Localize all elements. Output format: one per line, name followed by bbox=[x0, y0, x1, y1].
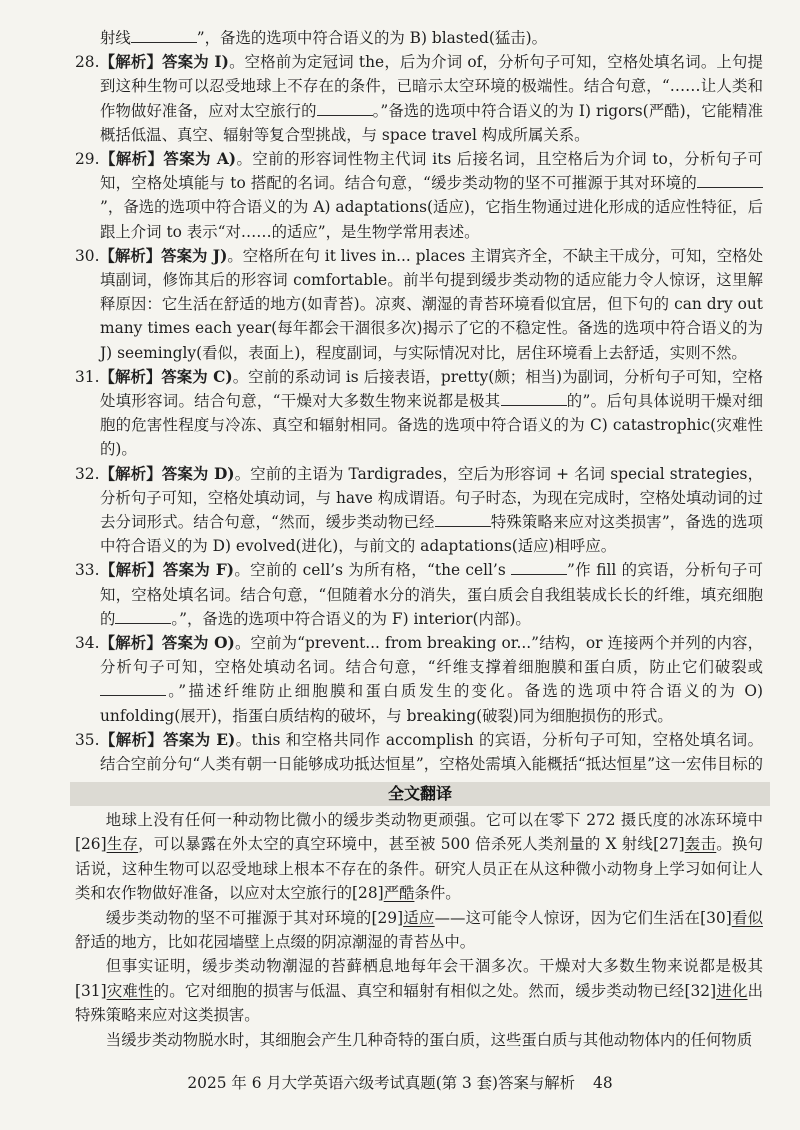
full-translation-section bbox=[75, 808, 763, 1060]
fill-blank bbox=[100, 681, 166, 696]
fill-blank bbox=[697, 173, 763, 188]
answer-key: 答案为 O) bbox=[161, 634, 235, 653]
analysis-text: 。空格前为定冠词 the，后为介词 of，分析句子可知，空格处填名词。上句提到这种生物可以忍受地球上不存在的条件，已暗示太空环境的极端性。结合句意，“……让人类和作物做好准备，应对太空旅行的 bbox=[100, 53, 763, 120]
analysis-item-30 bbox=[75, 244, 763, 365]
answer-key: 答案为 C) bbox=[161, 367, 233, 386]
analysis-label: 【解析】 bbox=[99, 53, 163, 72]
answer-key: 答案为 E) bbox=[163, 730, 236, 749]
paragraph-text: 出特殊策略来应对这类损害。 bbox=[75, 981, 763, 1025]
translation-paragraph bbox=[75, 1028, 763, 1052]
analysis-item-32 bbox=[75, 462, 763, 559]
analysis-label: 【解析】 bbox=[99, 561, 163, 580]
answer-word: 生存 bbox=[106, 835, 139, 854]
paragraph-text: ——这可能令人惊讶，因为它们生活在 bbox=[434, 908, 701, 927]
item-number: 31. bbox=[75, 367, 100, 386]
paragraph-text: 当缓步类动物脱水时，其细胞会产生几种奇特的蛋白质，这些蛋白质与其他动物体内的任何物质 bbox=[105, 1030, 753, 1049]
analysis-text: 。空前的主语为 Tardigrades，空后为形容词 + 名词 special strategies，分析句子可知，空格处填动词，与 have 构成谓语。句子时态，为现在完成时，空格处填动词的过去分词形式。结合句意，“然而，缓步类动物已经 bbox=[100, 464, 763, 532]
analysis-item-35 bbox=[75, 728, 763, 778]
paragraph-text: ，可以暴露在外太空的真空环境中，甚至被 500 倍杀死人类剂量的 X 射线 bbox=[138, 835, 654, 854]
analysis-item-28 bbox=[75, 50, 763, 147]
analysis-text: 。空前为“prevent... from breaking or...”结构，or 连接两个并列的内容，分析句子可知，空格处填动名词。结合句意，“纤维支撑着细胞膜和蛋白质，防止它们破裂或 bbox=[100, 634, 763, 677]
analysis-label: 【解析】 bbox=[99, 464, 162, 483]
fill-blank bbox=[501, 391, 567, 406]
translation-paragraph bbox=[75, 808, 763, 906]
item-number: 35. bbox=[75, 730, 100, 749]
analysis-item-27-continued bbox=[75, 26, 763, 50]
analysis-text: 。this 和空格共同作 accomplish 的宾语，分析句子可知，空格处填名词。结合空前分句“人类有朝一日能够成功抵达恒星”，空格处需填入能概括“抵达恒星”这一宏伟目标的 bbox=[100, 730, 763, 774]
answer-key: 答案为 J) bbox=[161, 246, 228, 265]
analysis-text: 。空前的 cell’s 为所有格，“the cell’s bbox=[234, 561, 511, 580]
page-number: 48 bbox=[593, 1074, 613, 1092]
paragraph-text: 舒适的地方，比如花园墙壁上点缀的阴凉潮湿的青苔丛中。 bbox=[75, 933, 476, 952]
item-number: 30. bbox=[75, 246, 100, 265]
blank-number: [32] bbox=[684, 981, 717, 1000]
analysis-text: 。”描述纤维防止细胞膜和蛋白质发生的变化。备选的选项中符合语义的为 O) unfolding(展开)，指蛋白质结构的破坏，与 breaking(破裂)同为细胞损伤的形式。 bbox=[100, 682, 763, 725]
paragraph-text: 的。它对细胞的损害与低温、真空和辐射有相似之处。然而，缓步类动物已经 bbox=[153, 981, 685, 1000]
analysis-text: 。空格所在句 it lives in... places 主谓宾齐全，不缺主干成分，可知，空格处填副词，修饰其后的形容词 comfortable。前半句提到缓步类动物的适应能力令人惊讶，这里解释原因：它生活在舒适的地方(如青苔)。凉爽、潮湿的青苔环境看似宜居，但下句的 can dry out many times each year(每年都会干涸很多次)揭示了它的不稳定性。备选的选项中符合语义的为 J) seemingly(看似，表面上)，程度副词，与实际情况对比，居住环境看上去舒适，实则不然。 bbox=[100, 246, 763, 362]
analysis-text: 。空前的形容词性物主代词 its 后接名词，且空格后为介词 to，分析句子可知，空格处填能与 to 搭配的名词。结合句意，“缓步类动物的坚不可摧源于其对环境的 bbox=[100, 150, 763, 193]
section-heading-band bbox=[70, 782, 770, 806]
section-title: 全文翻译 bbox=[387, 784, 452, 803]
blank-number: [31] bbox=[75, 981, 107, 1000]
analysis-item-33 bbox=[75, 558, 763, 631]
analysis-label: 【解析】 bbox=[99, 367, 162, 386]
fill-blank bbox=[435, 512, 491, 527]
paragraph-text: 地球上没有任何一种动物比微小的缓步类动物更顽强。它可以在零下 272 摄氏度的冰冻环境中 bbox=[105, 811, 763, 829]
blank-number: [29] bbox=[371, 908, 404, 927]
answer-word: 轰击 bbox=[684, 835, 717, 854]
footer-title: 2025 年 6 月大学英语六级考试真题(第 3 套)答案与解析 bbox=[187, 1074, 576, 1092]
fill-blank bbox=[511, 560, 567, 575]
analysis-label: 【解析】 bbox=[99, 730, 164, 749]
answer-word: 适应 bbox=[403, 908, 435, 927]
analysis-text: 的”。后句具体说明干燥对细胞的危害性程度与冷冻、真空和辐射相同。备选的选项中符合语义的为 C) catastrophic(灾难性的)。 bbox=[100, 392, 763, 459]
analysis-text: ”，备选的选项中符合语义的为 B) blasted(猛击)。 bbox=[196, 29, 548, 47]
paragraph-text: 但事实证明，缓步类动物潮湿的苔藓栖息地每年会干涸多次。干燥对大多数生物来说都是极其 bbox=[105, 957, 763, 976]
analysis-text: 射线 bbox=[100, 29, 131, 47]
fill-blank bbox=[115, 609, 171, 624]
page-footer bbox=[0, 1071, 800, 1095]
answer-analysis-section bbox=[75, 26, 763, 778]
analysis-text: 特殊策略来应对这类损害”，备选的选项中符合语义的为 D) evolved(进化)，与前文的 adaptations(适应)相呼应。 bbox=[100, 513, 763, 556]
fill-blank bbox=[317, 101, 373, 116]
analysis-text: 。空前的系动词 is 后接表语，pretty(颇；相当)为副词，分析句子可知，空格处填形容词。结合句意，“干燥对大多数生物来说都是极其 bbox=[100, 367, 763, 411]
analysis-item-34 bbox=[75, 631, 763, 728]
analysis-label: 【解析】 bbox=[99, 150, 164, 169]
analysis-text: 。”，备选的选项中符合语义的为 F) interior(内部)。 bbox=[171, 609, 531, 628]
analysis-text: ”作 fill 的宾语，分析句子可知，空格处填名词。结合句意，“但随着水分的消失，蛋白质会自我组装成长长的纤维，填充细胞的 bbox=[100, 561, 763, 628]
answer-key: 答案为 I) bbox=[162, 53, 229, 72]
analysis-text: 。”备选的选项中符合语义的为 I) rigors(严酷)，它能精准概括低温、真空、辐射等复合型挑战，与 space travel 构成所属关系。 bbox=[100, 101, 763, 144]
item-number: 32. bbox=[75, 464, 100, 483]
analysis-text: ”，备选的选项中符合语义的为 A) adaptations(适应)，它指生物通过进化形成的适应性特征，后跟上介词 to 表示“对……的适应”，是生物学常用表述。 bbox=[100, 198, 763, 241]
fill-blank bbox=[131, 28, 197, 43]
item-number: 34. bbox=[75, 634, 100, 653]
answer-key: 答案为 A) bbox=[163, 150, 237, 169]
answer-word: 看似 bbox=[731, 908, 763, 927]
analysis-item-29 bbox=[75, 147, 763, 244]
blank-number: [28] bbox=[352, 884, 384, 903]
translation-paragraph bbox=[75, 906, 763, 955]
blank-number: [30] bbox=[700, 908, 732, 927]
paragraph-text: 条件。 bbox=[414, 884, 461, 903]
answer-word: 灾难性 bbox=[106, 981, 154, 1000]
answer-key: 答案为 D) bbox=[161, 464, 235, 483]
blank-number: [26] bbox=[75, 835, 107, 854]
paragraph-text: 缓步类动物的坚不可摧源于其对环境的 bbox=[105, 908, 372, 927]
analysis-label: 【解析】 bbox=[99, 634, 162, 653]
paragraph-text: 。换句话说，这种生物可以忍受地球上根本不存在的条件。研究人员正在从这种微小动物身上学习如何让人类和农作物做好准备，以应对太空旅行的 bbox=[75, 835, 763, 903]
item-number: 28. bbox=[75, 53, 100, 72]
answer-word: 进化 bbox=[716, 981, 748, 1000]
translation-paragraph bbox=[75, 954, 763, 1027]
item-number: 29. bbox=[75, 150, 100, 169]
analysis-item-31 bbox=[75, 365, 763, 462]
analysis-label: 【解析】 bbox=[99, 246, 162, 265]
answer-word: 严酷 bbox=[383, 884, 415, 903]
item-number: 33. bbox=[75, 561, 100, 580]
blank-number: [27] bbox=[653, 835, 685, 854]
answer-key: 答案为 F) bbox=[162, 561, 235, 580]
